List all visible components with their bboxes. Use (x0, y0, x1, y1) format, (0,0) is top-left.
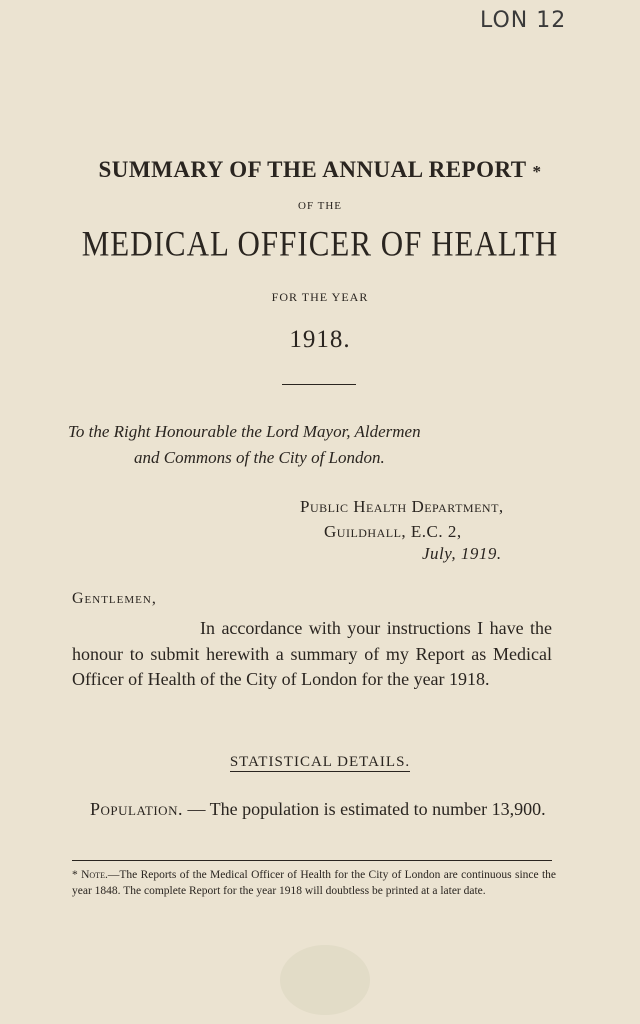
footnote-divider (72, 860, 552, 861)
title-line1-text: SUMMARY OF THE ANNUAL REPORT (98, 157, 527, 182)
population-text: — The population is estimated to number 13,900. (187, 799, 546, 819)
footnote (72, 867, 556, 899)
department-line1: Public Health Department, (300, 497, 504, 516)
address-line2: and Commons of the City of London. (134, 448, 385, 467)
body-text: In accordance with your instructions I have the honour to submit herewith a summary of my Report as Medical Officer of Health of the City of London for the year 1918. (72, 618, 552, 689)
report-title-line1 (0, 157, 640, 183)
address-line1: To the Right Honourable the Lord Mayor, Aldermen (68, 422, 421, 441)
population-paragraph (90, 797, 552, 822)
title-divider (282, 384, 356, 385)
report-year: 1918. (289, 326, 351, 353)
population-label: Population. (90, 799, 183, 819)
department-line2: Guildhall, E.C. 2, (324, 522, 462, 541)
department-date: July, 1919. (422, 544, 502, 563)
address-block (68, 419, 568, 471)
report-title-line2: MEDICAL OFFICER OF HEALTH (81, 223, 559, 264)
of-the-text: OF THE (298, 200, 342, 212)
salutation: Gentlemen, (72, 590, 157, 607)
for-the-year-text: FOR THE YEAR (271, 290, 369, 304)
section-heading-text: STATISTICAL DETAILS. (229, 754, 411, 770)
footnote-label: * Note. (72, 869, 108, 881)
handwritten-annotation: LON 12 (480, 8, 567, 33)
body-paragraph (72, 616, 552, 693)
footnote-text: —The Reports of the Medical Officer of Health for the City of London are continuous since the year 1848. The complete Report for the year 1918 will doubtless be printed at a later date. (72, 869, 556, 897)
title-footnote-mark: * (532, 162, 542, 181)
faint-stamp (280, 945, 370, 1015)
section-heading (0, 754, 640, 771)
